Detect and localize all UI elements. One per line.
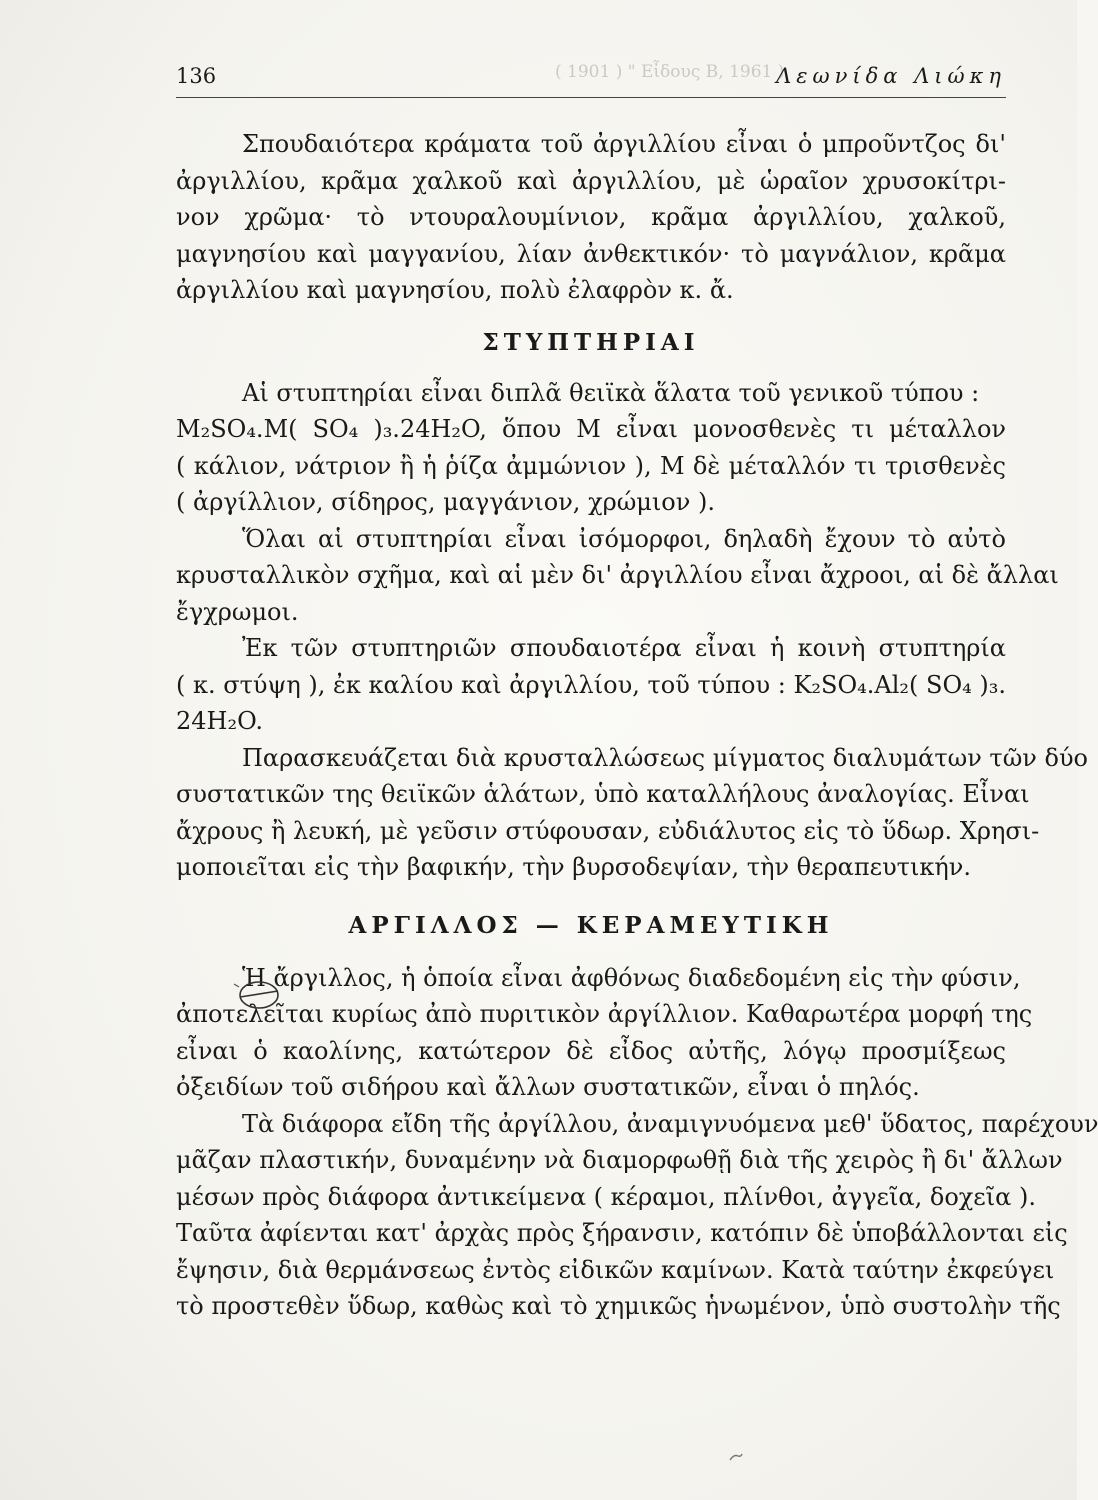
text-line: κρυσταλλικὸν σχῆμα, καὶ αἱ μὲν δι' ἀργιλλίου εἶναι ἄχροοι, αἱ δὲ ἄλλαι — [176, 561, 1059, 589]
text-line: μαγνησίου καὶ μαγγανίου, λίαν ἀνθεκτικόν· τὸ μαγνάλιον, κρᾶμα — [176, 239, 1006, 268]
text-line: Ἐκ τῶν στυπτηριῶν σπουδαιοτέρα εἶναι ἡ κοινὴ στυπτηρία — [242, 634, 1006, 662]
text-line: Παρασκευάζεται διὰ κρυσταλλώσεως μίγματος διαλυμάτων τῶν δύο — [242, 743, 1088, 772]
text-line: μοποιεῖται εἰς τὴν βαφικήν, τὴν βυρσοδεψίαν, τὴν θεραπευτικήν. — [176, 853, 971, 881]
text-line: ( κάλιον, νάτριον ἢ ἡ ῥίζα ἀμμώνιον ), M δὲ μέταλλόν τι τρισθενὲς — [176, 451, 1006, 480]
section-alums — [176, 375, 1088, 886]
text-line: ἀργιλλίου, κρᾶμα χαλκοῦ καὶ ἀργιλλίου, μὲ ὡραῖον χρυσοκίτρι- — [176, 166, 1006, 195]
text-line: Τὰ διάφορα εἴδη τῆς ἀργίλλου, ἀναμιγνυόμενα μεθ' ὕδατος, παρέχουν — [242, 1109, 1098, 1138]
text-line: ὀξειδίων τοῦ σιδήρου καὶ ἄλλων συστατικῶν, εἶναι ὁ πηλός. — [176, 1073, 920, 1101]
text-line: τὸ προστεθὲν ὕδωρ, καθὼς καὶ τὸ χημικῶς ἡνωμένον, ὑπὸ συστολὴν τῆς — [176, 1292, 1061, 1320]
section-heading-alums: ΣΤΥΠΤΗΡΙΑΙ — [482, 328, 700, 356]
page-body — [176, 126, 1098, 1325]
text-line: Αἱ στυπτηρίαι εἶναι διπλᾶ θειϊκὰ ἅλατα τοῦ γενικοῦ τύπου : — [242, 378, 980, 407]
section-clay — [176, 960, 1098, 1325]
paper-speck-icon — [728, 1452, 744, 1462]
text-line: ἄχρους ἢ λευκή, μὲ γεῦσιν στύφουσαν, εὐδιάλυτος εἰς τὸ ὕδωρ. Χρησι- — [176, 816, 1040, 845]
text-line: Σπουδαιότερα κράματα τοῦ ἀργιλλίου εἶναι ὁ μπροῦντζος δι' — [242, 130, 1006, 158]
text-line: ἀργιλλίου καὶ μαγνησίου, πολὺ ἐλαφρὸν κ. ἄ. — [176, 276, 734, 304]
formula-line: 24H₂O. — [176, 707, 263, 735]
formula-line: ( κ. στύψη ), ἐκ καλίου καὶ ἀργιλλίου, τοῦ τύπου : K₂SO₄.Al₂( SO₄ )₃. — [176, 670, 1006, 699]
text-line: μέσων πρὸς διάφορα ἀντικείμενα ( κέραμοι, πλίνθοι, ἀγγεῖα, δοχεῖα ). — [176, 1182, 1036, 1211]
text-line: ( ἀργίλλιον, σίδηρος, μαγγάνιον, χρώμιον ). — [176, 488, 715, 516]
section-heading-clay: ΑΡΓΙΛΛΟΣ — ΚΕΡΑΜΕΥΤΙΚΗ — [348, 911, 834, 939]
text-line: εἶναι ὁ καολίνης, κατώτερον δὲ εἶδος αὐτῆς, λόγῳ προσμίξεως — [176, 1036, 1006, 1065]
text-line: ἔγχρωμοι. — [176, 597, 299, 626]
pencil-mark-icon — [232, 978, 282, 1012]
text-line: νον χρῶμα· τὸ ντουραλουμίνιον, κρᾶμα ἀργιλλίου, χαλκοῦ, — [176, 203, 1006, 231]
text-line: συστατικῶν της θειϊκῶν ἁλάτων, ὑπὸ καταλλήλους ἀναλογίας. Εἶναι — [176, 780, 1030, 808]
formula-line: M₂SO₄.M( SO₄ )₃.24H₂O, ὅπου M εἶναι μονοσθενὲς τι μέταλλον — [176, 415, 1006, 443]
header-rule — [176, 97, 1006, 98]
paragraph-alloys — [176, 126, 1006, 309]
text-line: Ὅλαι αἱ στυπτηρίαι εἶναι ἰσόμορφοι, δηλαδὴ ἔχουν τὸ αὐτὸ — [242, 524, 1006, 553]
page-header — [176, 64, 1006, 94]
text-line: μᾶζαν πλαστικήν, δυναμένην νὰ διαμορφωθῇ διὰ τῆς χειρὸς ἢ δι' ἄλλων — [176, 1146, 1063, 1174]
text-line: Ταῦτα ἀφίενται κατ' ἀρχὰς πρὸς ξήρανσιν, κατόπιν δὲ ὑποβάλλονται εἰς — [176, 1219, 1068, 1247]
running-head: Λεωνίδα Λιώκη — [776, 64, 1006, 88]
text-line: Ἡ ἄργιλλος, ἡ ὁποία εἶναι ἀφθόνως διαδεδομένη εἰς τὴν φύσιν, — [242, 963, 1021, 992]
text-line: ἀποτελεῖται κυρίως ἀπὸ πυριτικὸν ἀργίλλιον. Καθαρωτέρα μορφή της — [176, 1000, 1033, 1028]
page-number: 136 — [176, 64, 217, 88]
bleed-through-text: ( 1901 ) " Εἶδους Β, 1961 ) — [555, 62, 785, 82]
text-line: ἔψησιν, διὰ θερμάνσεως ἐντὸς εἰδικῶν καμίνων. Κατὰ ταύτην ἐκφεύγει — [176, 1255, 1055, 1284]
